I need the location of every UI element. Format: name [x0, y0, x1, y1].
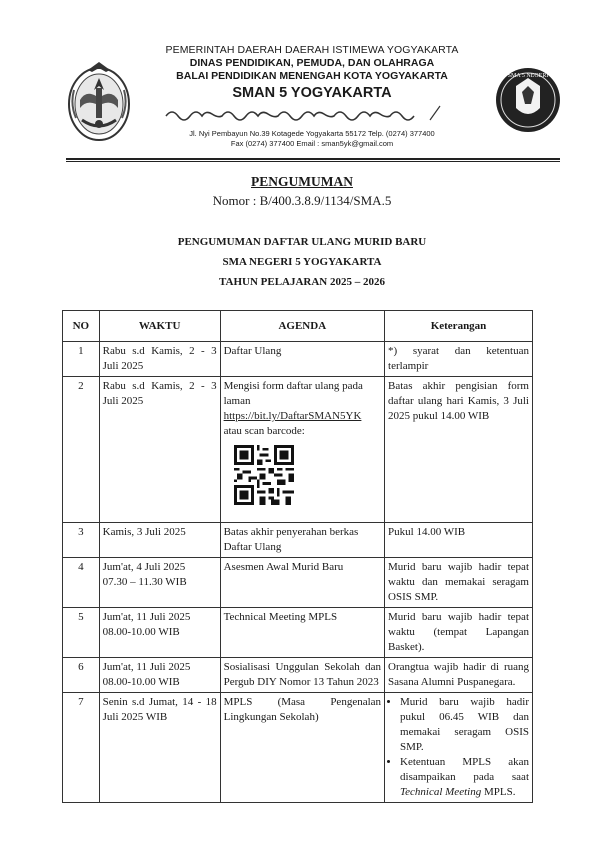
keterangan-list: [388, 695, 529, 800]
row-keterangan: Pukul 14.00 WIB: [385, 523, 533, 558]
diy-emblem-icon: [66, 60, 132, 144]
row-number: 1: [63, 342, 100, 377]
row-keterangan: Murid baru wajib hadir tepat waktu (tempat Lapangan Basket).: [385, 608, 533, 658]
row-waktu-time: 08.00-10.00 WIB: [102, 626, 180, 638]
row-agenda: Sosialisasi Unggulan Sekolah dan Pergub DIY Nomor 13 Tahun 2023: [220, 658, 384, 693]
javanese-script-icon: [162, 104, 462, 124]
row-waktu: Rabu s.d Kamis, 2 - 3 Juli 2025: [99, 342, 220, 377]
subject-line-3: TAHUN PELAJARAN 2025 – 2026: [218, 276, 386, 288]
table-row: [63, 608, 533, 658]
school-contact: Fax (0274) 377400 Email : sman5yk@gmail.com: [230, 139, 394, 148]
school-name: SMAN 5 YOGYAKARTA: [232, 85, 392, 101]
row-number: 3: [63, 523, 100, 558]
school-logo-icon: [494, 66, 562, 134]
row-agenda: MPLS (Masa Pengenalan Lingkungan Sekolah): [220, 693, 384, 803]
row-waktu: [99, 658, 220, 693]
table-row: [63, 658, 533, 693]
letterhead-rule-thin: [66, 161, 560, 162]
row-waktu: Rabu s.d Kamis, 2 - 3 Juli 2025: [99, 377, 220, 523]
row-number: 2: [63, 377, 100, 523]
letterhead-text: [150, 44, 474, 149]
table-row: [63, 693, 533, 803]
col-header-keterangan: Keterangan: [385, 311, 533, 342]
table-row: [63, 377, 533, 523]
row-waktu-time: 07.30 – 11.30 WIB: [102, 576, 187, 588]
row-keterangan: Batas akhir pengisian form daftar ulang hari Kamis, 3 Juli 2025 pukul 14.00 WIB: [385, 377, 533, 523]
qr-code-icon[interactable]: [234, 445, 294, 505]
row-number: 5: [63, 608, 100, 658]
row-agenda: Batas akhir penyerahan berkas Daftar Ulang: [220, 523, 384, 558]
schedule-table: [62, 310, 533, 803]
announcement-header: [0, 174, 604, 209]
list-item: [400, 755, 529, 800]
subject-line-1: PENGUMUMAN DAFTAR ULANG MURID BARU: [177, 236, 427, 248]
announcement-title: PENGUMUMAN: [251, 174, 353, 189]
school-address: Jl. Nyi Pembayun No.39 Kotagede Yogyakarta 55172 Telp. (0274) 377400: [189, 129, 435, 138]
col-header-waktu: WAKTU: [99, 311, 220, 342]
list-item-text: Ketentuan MPLS akan disampaikan pada saat: [400, 756, 529, 783]
agenda-scan-text: atau scan barcode:: [223, 425, 305, 437]
table-row: [63, 523, 533, 558]
letterhead: [0, 0, 604, 160]
list-item-suffix: MPLS.: [483, 786, 516, 798]
agenda-text: Mengisi form daftar ulang pada laman: [223, 380, 363, 407]
list-item: • Murid baru wajib hadir pukul 06.45 WIB dan memakai seragam OSIS SMP.: [400, 695, 529, 755]
col-header-agenda: AGENDA: [220, 311, 384, 342]
row-waktu: [99, 558, 220, 608]
row-keterangan: Murid baru wajib hadir tepat waktu dan memakai seragam OSIS SMP.: [385, 558, 533, 608]
row-number: 6: [63, 658, 100, 693]
announcement-subject: [0, 232, 604, 292]
row-agenda: Daftar Ulang: [220, 342, 384, 377]
row-keterangan: *) syarat dan ketentuan terlampir: [385, 342, 533, 377]
registration-link[interactable]: https://bit.ly/DaftarSMAN5YK: [223, 410, 362, 422]
row-waktu: [99, 608, 220, 658]
svg-text:SMA 5 NEGERI: SMA 5 NEGERI: [507, 73, 549, 79]
office-name: BALAI PENDIDIKAN MENENGAH KOTA YOGYAKARTA: [176, 70, 448, 82]
letterhead-rule: [66, 158, 560, 160]
row-waktu-date: Jum'at, 11 Juli 2025: [102, 611, 191, 623]
col-header-no: NO: [63, 311, 100, 342]
row-agenda: Asesmen Awal Murid Baru: [220, 558, 384, 608]
table-header-row: [63, 311, 533, 342]
row-waktu: Kamis, 3 Juli 2025: [99, 523, 220, 558]
row-waktu: Senin s.d Jumat, 14 - 18 Juli 2025 WIB: [99, 693, 220, 803]
row-waktu-date: Jum'at, 4 Juli 2025: [102, 561, 186, 573]
row-agenda: [220, 377, 384, 523]
row-keterangan: Orangtua wajib hadir di ruang Sasana Alumni Puspanegara.: [385, 658, 533, 693]
table-row: [63, 342, 533, 377]
row-number: 4: [63, 558, 100, 608]
row-keterangan: [385, 693, 533, 803]
announcement-number: Nomor : B/400.3.8.9/1134/SMA.5: [212, 193, 392, 208]
row-number: 7: [63, 693, 100, 803]
table-row: [63, 558, 533, 608]
subject-line-2: SMA NEGERI 5 YOGYAKARTA: [222, 256, 382, 268]
department-name: DINAS PENDIDIKAN, PEMUDA, DAN OLAHRAGA: [189, 57, 435, 69]
row-waktu-date: Jum'at, 11 Juli 2025: [102, 661, 191, 673]
government-name: PEMERINTAH DAERAH DAERAH ISTIMEWA YOGYAKARTA: [165, 44, 459, 56]
row-agenda: Technical Meeting MPLS: [220, 608, 384, 658]
list-item-emphasis: Technical Meeting: [400, 786, 482, 798]
row-waktu-time: 08.00-10.00 WIB: [102, 676, 180, 688]
